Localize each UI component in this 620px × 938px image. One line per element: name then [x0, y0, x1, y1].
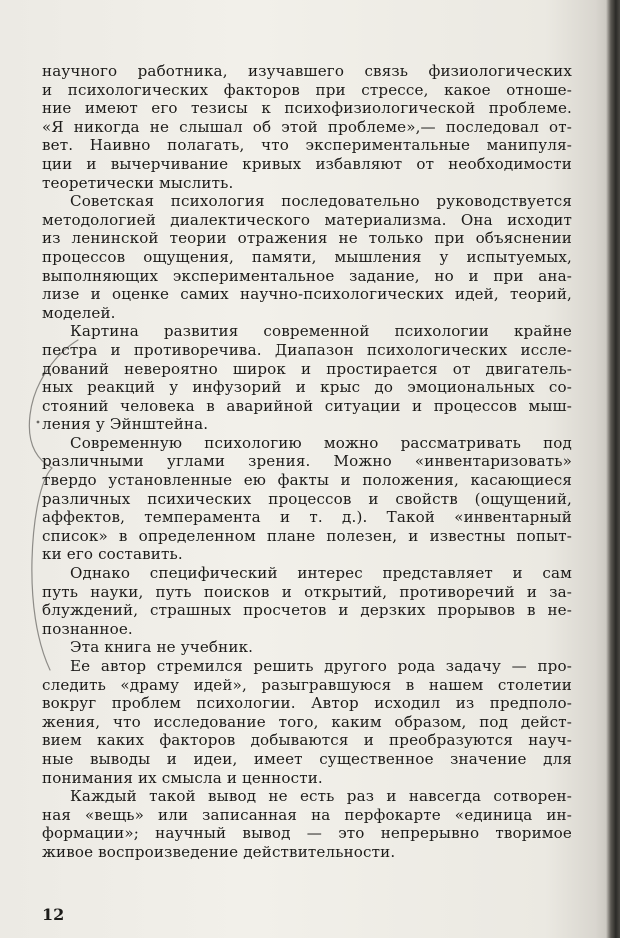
text-line: твердо установленные ею факты и положения, касающиеся	[42, 471, 572, 490]
text-line: моделей.	[42, 303, 116, 322]
text-line: познанное.	[42, 619, 133, 638]
text-line: Советская психология последовательно руководствуется	[70, 192, 572, 211]
text-line: жения, что исследование того, каким образом, под дейст-	[42, 712, 572, 731]
paragraph-3	[42, 322, 572, 434]
paragraph-1	[42, 62, 572, 192]
paragraph-7	[42, 657, 572, 787]
paragraph-5	[42, 564, 572, 638]
text-line: вием каких факторов добываются и преобразуются науч-	[42, 731, 572, 750]
text-line: Однако специфический интерес представляет и сам	[70, 564, 572, 583]
text-line: блуждений, страшных просчетов и дерзких прорывов в не-	[42, 601, 572, 620]
text-line: процессов ощущения, памяти, мышления у испытуемых,	[42, 247, 572, 266]
text-line: список» в определенном плане полезен, и известны попыт-	[42, 526, 572, 545]
paragraph-8	[42, 787, 572, 861]
text-line: ная «вещь» или записанная на перфокарте «единица ин-	[42, 805, 572, 824]
text-line: формации»; научный вывод — это непрерывно творимое	[42, 824, 572, 843]
text-line: живое воспроизведение действительности.	[42, 842, 396, 861]
text-line: стояний человека в аварийной ситуации и процессов мыш-	[42, 396, 572, 415]
body-text	[42, 62, 572, 862]
text-line: методологией диалектического материализма. Она исходит	[42, 210, 572, 229]
text-line: вокруг проблем психологии. Автор исходил из предполо-	[42, 694, 572, 713]
text-line: Современную психологию можно рассматривать под	[70, 433, 572, 452]
text-line: следить «драму идей», разыгравшуюся в нашем столетии	[42, 675, 572, 694]
text-line: Каждый такой вывод не есть раз и навсегда сотворен-	[70, 787, 572, 806]
text-line: вет. Наивно полагать, что экспериментальные манипуля-	[42, 136, 572, 155]
text-line: Картина развития современной психологии крайне	[70, 322, 572, 341]
text-line: аффектов, темперамента и т. д.). Такой «инвентарный	[42, 508, 572, 527]
text-line: ции и вычерчивание кривых избавляют от необходимости	[42, 154, 572, 173]
text-line: различных психических процессов и свойств (ощущений,	[42, 489, 572, 508]
page-number: 12	[42, 905, 65, 924]
text-line: и психологических факторов при стрессе, какое отноше-	[42, 80, 572, 99]
text-line: из ленинской теории отражения не только при объяснении	[42, 229, 572, 248]
paragraph-6	[42, 638, 572, 657]
text-line: путь науки, путь поисков и открытий, противоречий и за-	[42, 582, 572, 601]
text-line: дований невероятно широк и простирается от двигатель-	[42, 359, 572, 378]
text-line: ления у Эйнштейна.	[42, 415, 209, 434]
text-line: различными углами зрения. Можно «инвентаризовать»	[42, 452, 572, 471]
text-line: ных реакций у инфузорий и крыс до эмоциональных со-	[42, 378, 572, 397]
paragraph-4	[42, 434, 572, 564]
text-line: ные выводы и идеи, имеет существенное значение для	[42, 749, 572, 768]
paragraph-2	[42, 192, 572, 322]
text-line: ки его составить.	[42, 545, 183, 564]
text-line: «Я никогда не слышал об этой проблеме»,— последовал от-	[42, 117, 572, 136]
text-line: Эта книга не учебник.	[70, 638, 254, 657]
text-line: научного работника, изучавшего связь физиологических	[42, 62, 572, 80]
text-line: лизе и оценке самих научно-психологических идей, теорий,	[42, 285, 572, 304]
text-line: понимания их смысла и ценности.	[42, 768, 323, 787]
text-line: ние имеют его тезисы к психофизиологической проблеме.	[42, 99, 572, 118]
page-edge-shadow	[606, 0, 620, 938]
text-line: выполняющих экспериментальное задание, но и при ана-	[42, 266, 572, 285]
text-line: пестра и противоречива. Диапазон психологических иссле-	[42, 340, 572, 359]
text-line: теоретически мыслить.	[42, 173, 234, 192]
text-line: Ее автор стремился решить другого рода задачу — про-	[70, 657, 572, 675]
